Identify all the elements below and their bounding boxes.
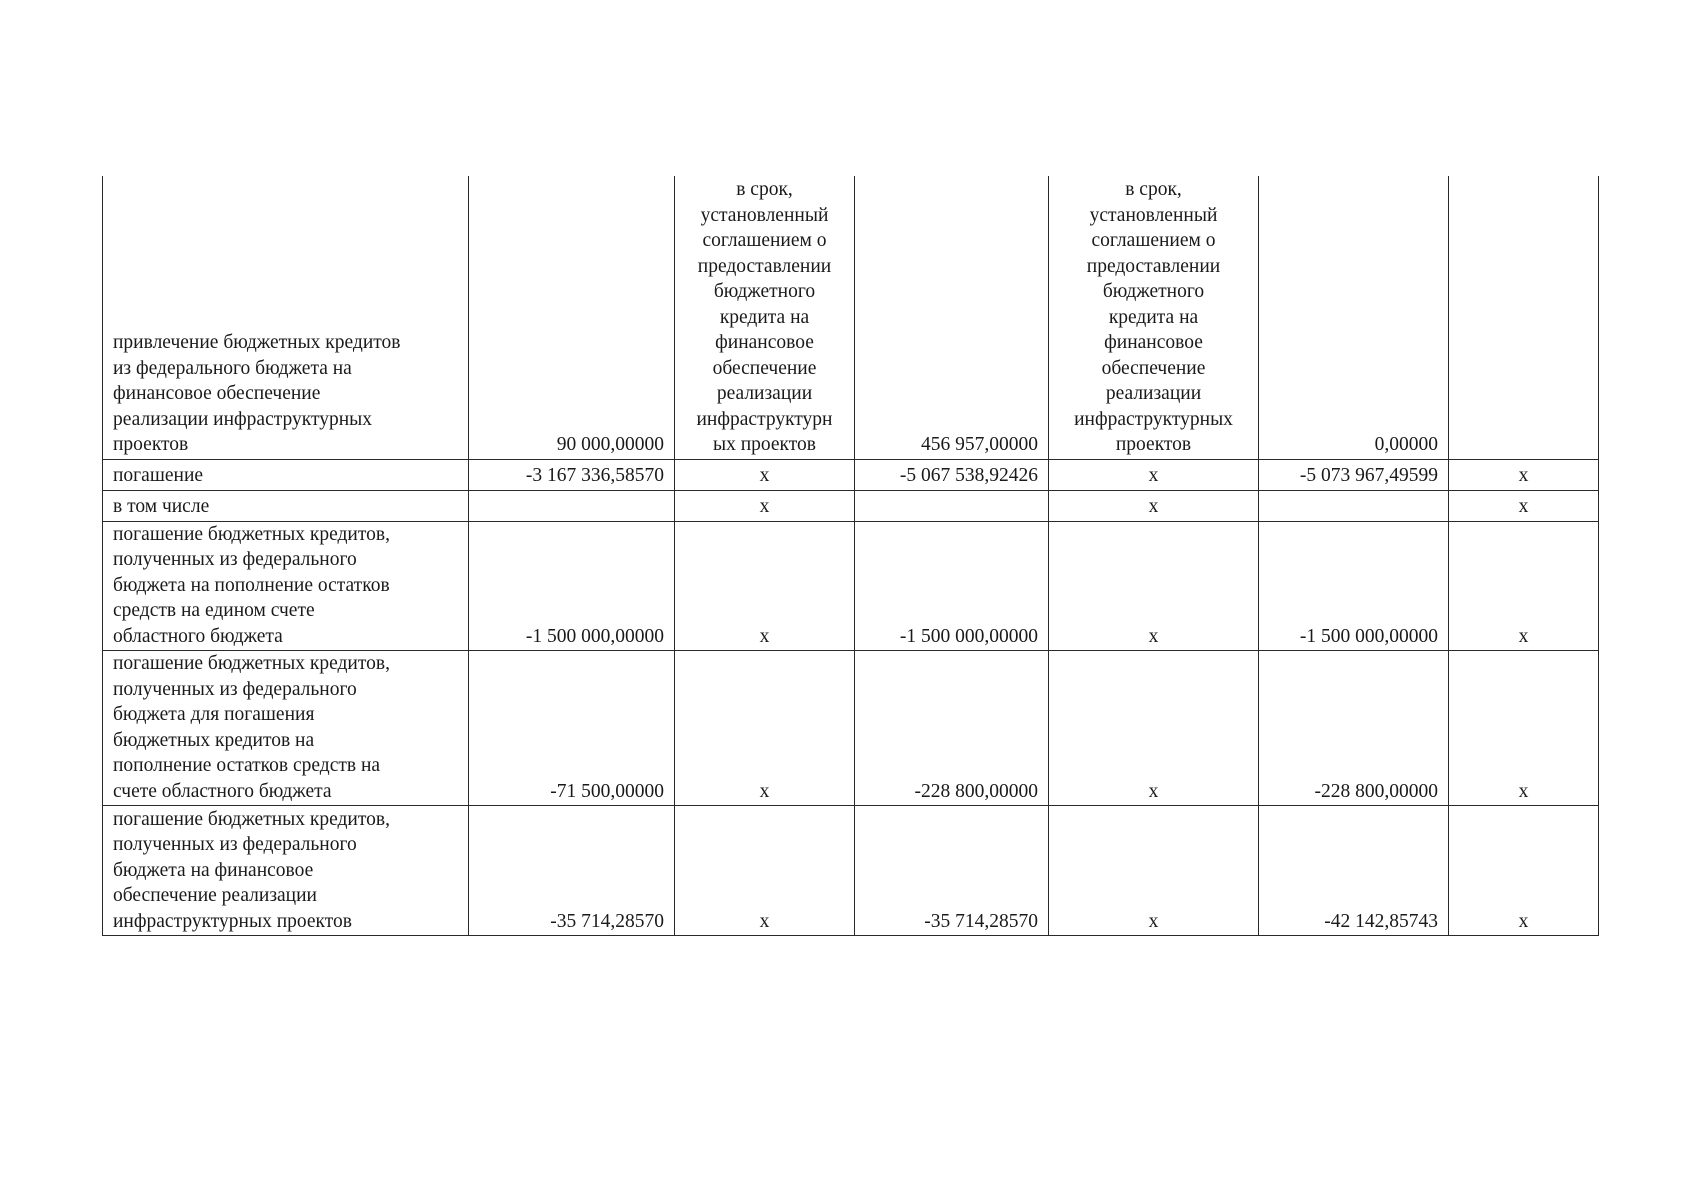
repayment-term-cell: x	[1049, 651, 1259, 806]
amount-cell: -228 800,00000	[855, 651, 1049, 806]
repayment-term-cell: x	[1449, 651, 1599, 806]
repayment-term-cell: x	[1449, 521, 1599, 651]
table-row	[103, 521, 1599, 651]
amount-cell: 0,00000	[1259, 176, 1449, 459]
table-row	[103, 490, 1599, 521]
repayment-term-cell: x	[675, 806, 855, 936]
amount-cell	[1259, 490, 1449, 521]
row-label: в том числе	[103, 490, 469, 521]
repayment-term-cell: x	[1449, 806, 1599, 936]
amount-cell: 456 957,00000	[855, 176, 1049, 459]
repayment-term-cell: x	[675, 651, 855, 806]
repayment-term-cell	[1449, 176, 1599, 459]
amount-cell: -71 500,00000	[469, 651, 675, 806]
repayment-term-cell: x	[675, 490, 855, 521]
repayment-term-cell: x	[1049, 459, 1259, 490]
row-label: погашение бюджетных кредитов, полученных из федерального бюджета для погашения бюджетных кредитов на пополнение остатков средств на счете областного бюджета	[103, 651, 469, 806]
repayment-term-cell: в срок, установленный соглашением о предоставлении бюджетного кредита на финансовое обеспечение реализации инфраструктурн ых проектов	[675, 176, 855, 459]
amount-cell	[855, 490, 1049, 521]
row-label: погашение	[103, 459, 469, 490]
repayment-term-cell: x	[675, 459, 855, 490]
budget-credits-table	[102, 176, 1599, 936]
repayment-term-cell: x	[1049, 521, 1259, 651]
row-label: привлечение бюджетных кредитов из федерального бюджета на финансовое обеспечение реализации инфраструктурных проектов	[103, 176, 469, 459]
row-label: погашение бюджетных кредитов, полученных из федерального бюджета на финансовое обеспечение реализации инфраструктурных проектов	[103, 806, 469, 936]
amount-cell: -5 073 967,49599	[1259, 459, 1449, 490]
amount-cell: -228 800,00000	[1259, 651, 1449, 806]
table-row	[103, 651, 1599, 806]
amount-cell: -35 714,28570	[469, 806, 675, 936]
amount-cell: -1 500 000,00000	[469, 521, 675, 651]
repayment-term-cell: x	[1449, 490, 1599, 521]
amount-cell: -5 067 538,92426	[855, 459, 1049, 490]
amount-cell: -1 500 000,00000	[1259, 521, 1449, 651]
amount-cell: -42 142,85743	[1259, 806, 1449, 936]
row-label: погашение бюджетных кредитов, полученных из федерального бюджета на пополнение остатков средств на едином счете областного бюджета	[103, 521, 469, 651]
table-row	[103, 176, 1599, 459]
amount-cell: -1 500 000,00000	[855, 521, 1049, 651]
table-row	[103, 459, 1599, 490]
amount-cell	[469, 490, 675, 521]
amount-cell: -3 167 336,58570	[469, 459, 675, 490]
repayment-term-cell: в срок, установленный соглашением о предоставлении бюджетного кредита на финансовое обеспечение реализации инфраструктурных проектов	[1049, 176, 1259, 459]
repayment-term-cell: x	[1049, 806, 1259, 936]
repayment-term-cell: x	[1049, 490, 1259, 521]
amount-cell: 90 000,00000	[469, 176, 675, 459]
amount-cell: -35 714,28570	[855, 806, 1049, 936]
repayment-term-cell: x	[675, 521, 855, 651]
repayment-term-cell: x	[1449, 459, 1599, 490]
table-row	[103, 806, 1599, 936]
